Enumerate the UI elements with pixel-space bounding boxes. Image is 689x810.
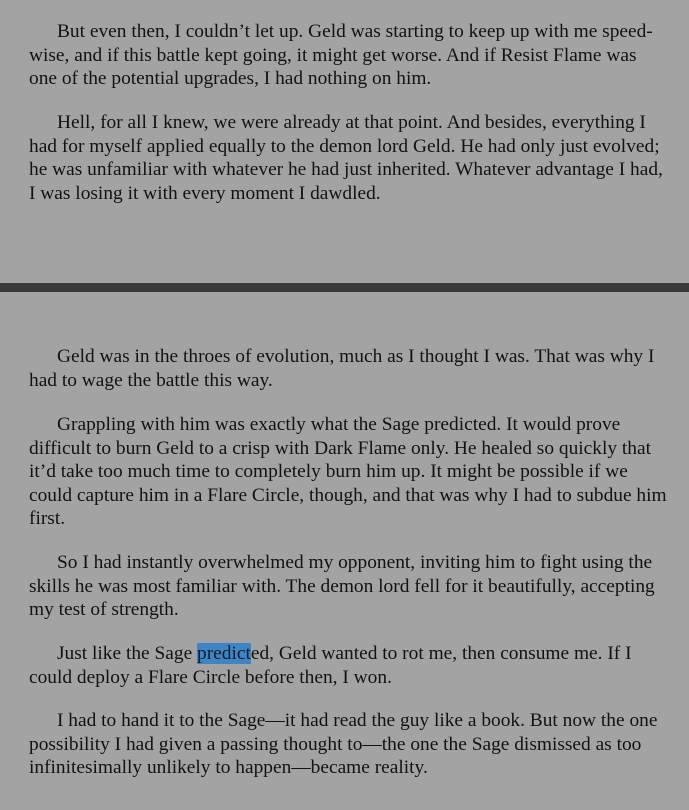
paragraph-4: Grappling with him was exactly what the Sage predicted. It would prove difficult to burn Geld to a crisp with Dark Flame only. He healed so quickly that it’d take too much time to completely burn him up. It might be possible if we could capture him in a Flare Circle, though, and that was why I had to subdue him first. — [29, 414, 667, 529]
selected-text-highlight[interactable]: predict — [197, 643, 251, 664]
paragraph-6-after: ed, Geld wanted to rot me, then consume me. If I could deploy a Flare Circle before then, I won. — [29, 643, 632, 688]
bottom-page — [0, 292, 689, 810]
paragraph-5: So I had instantly overwhelmed my opponent, inviting him to fight using the skills he was most familiar with. The demon lord fell for it beautifully, accepting my test of strength. — [29, 552, 655, 620]
paragraph-6[interactable] — [29, 642, 669, 689]
paragraph-6-before: Just like the Sage — [57, 643, 198, 664]
top-page — [0, 0, 689, 283]
page-divider — [0, 283, 689, 292]
paragraph-2: Hell, for all I knew, we were already at that point. And besides, everything I had for myself applied equally to the demon lord Geld. He had only just evolved; he was unfamiliar with whatever he had just inherited. Whatever advantage I had, I was losing it with every moment I dawdled. — [29, 112, 663, 204]
paragraph-1: But even then, I couldn’t let up. Geld was starting to keep up with me speed-wise, and if this battle kept going, it might get worse. And if Resist Flame was one of the potential upgrades, I had nothing on him. — [29, 21, 653, 89]
paragraph-3: Geld was in the throes of evolution, much as I thought I was. That was why I had to wage the battle this way. — [29, 346, 655, 391]
paragraph-7: I had to hand it to the Sage—it had read the guy like a book. But now the one possibility I had given a passing thought to—the one the Sage dismissed as too infinitesimally unlikely to happen—became reality. — [29, 710, 658, 778]
